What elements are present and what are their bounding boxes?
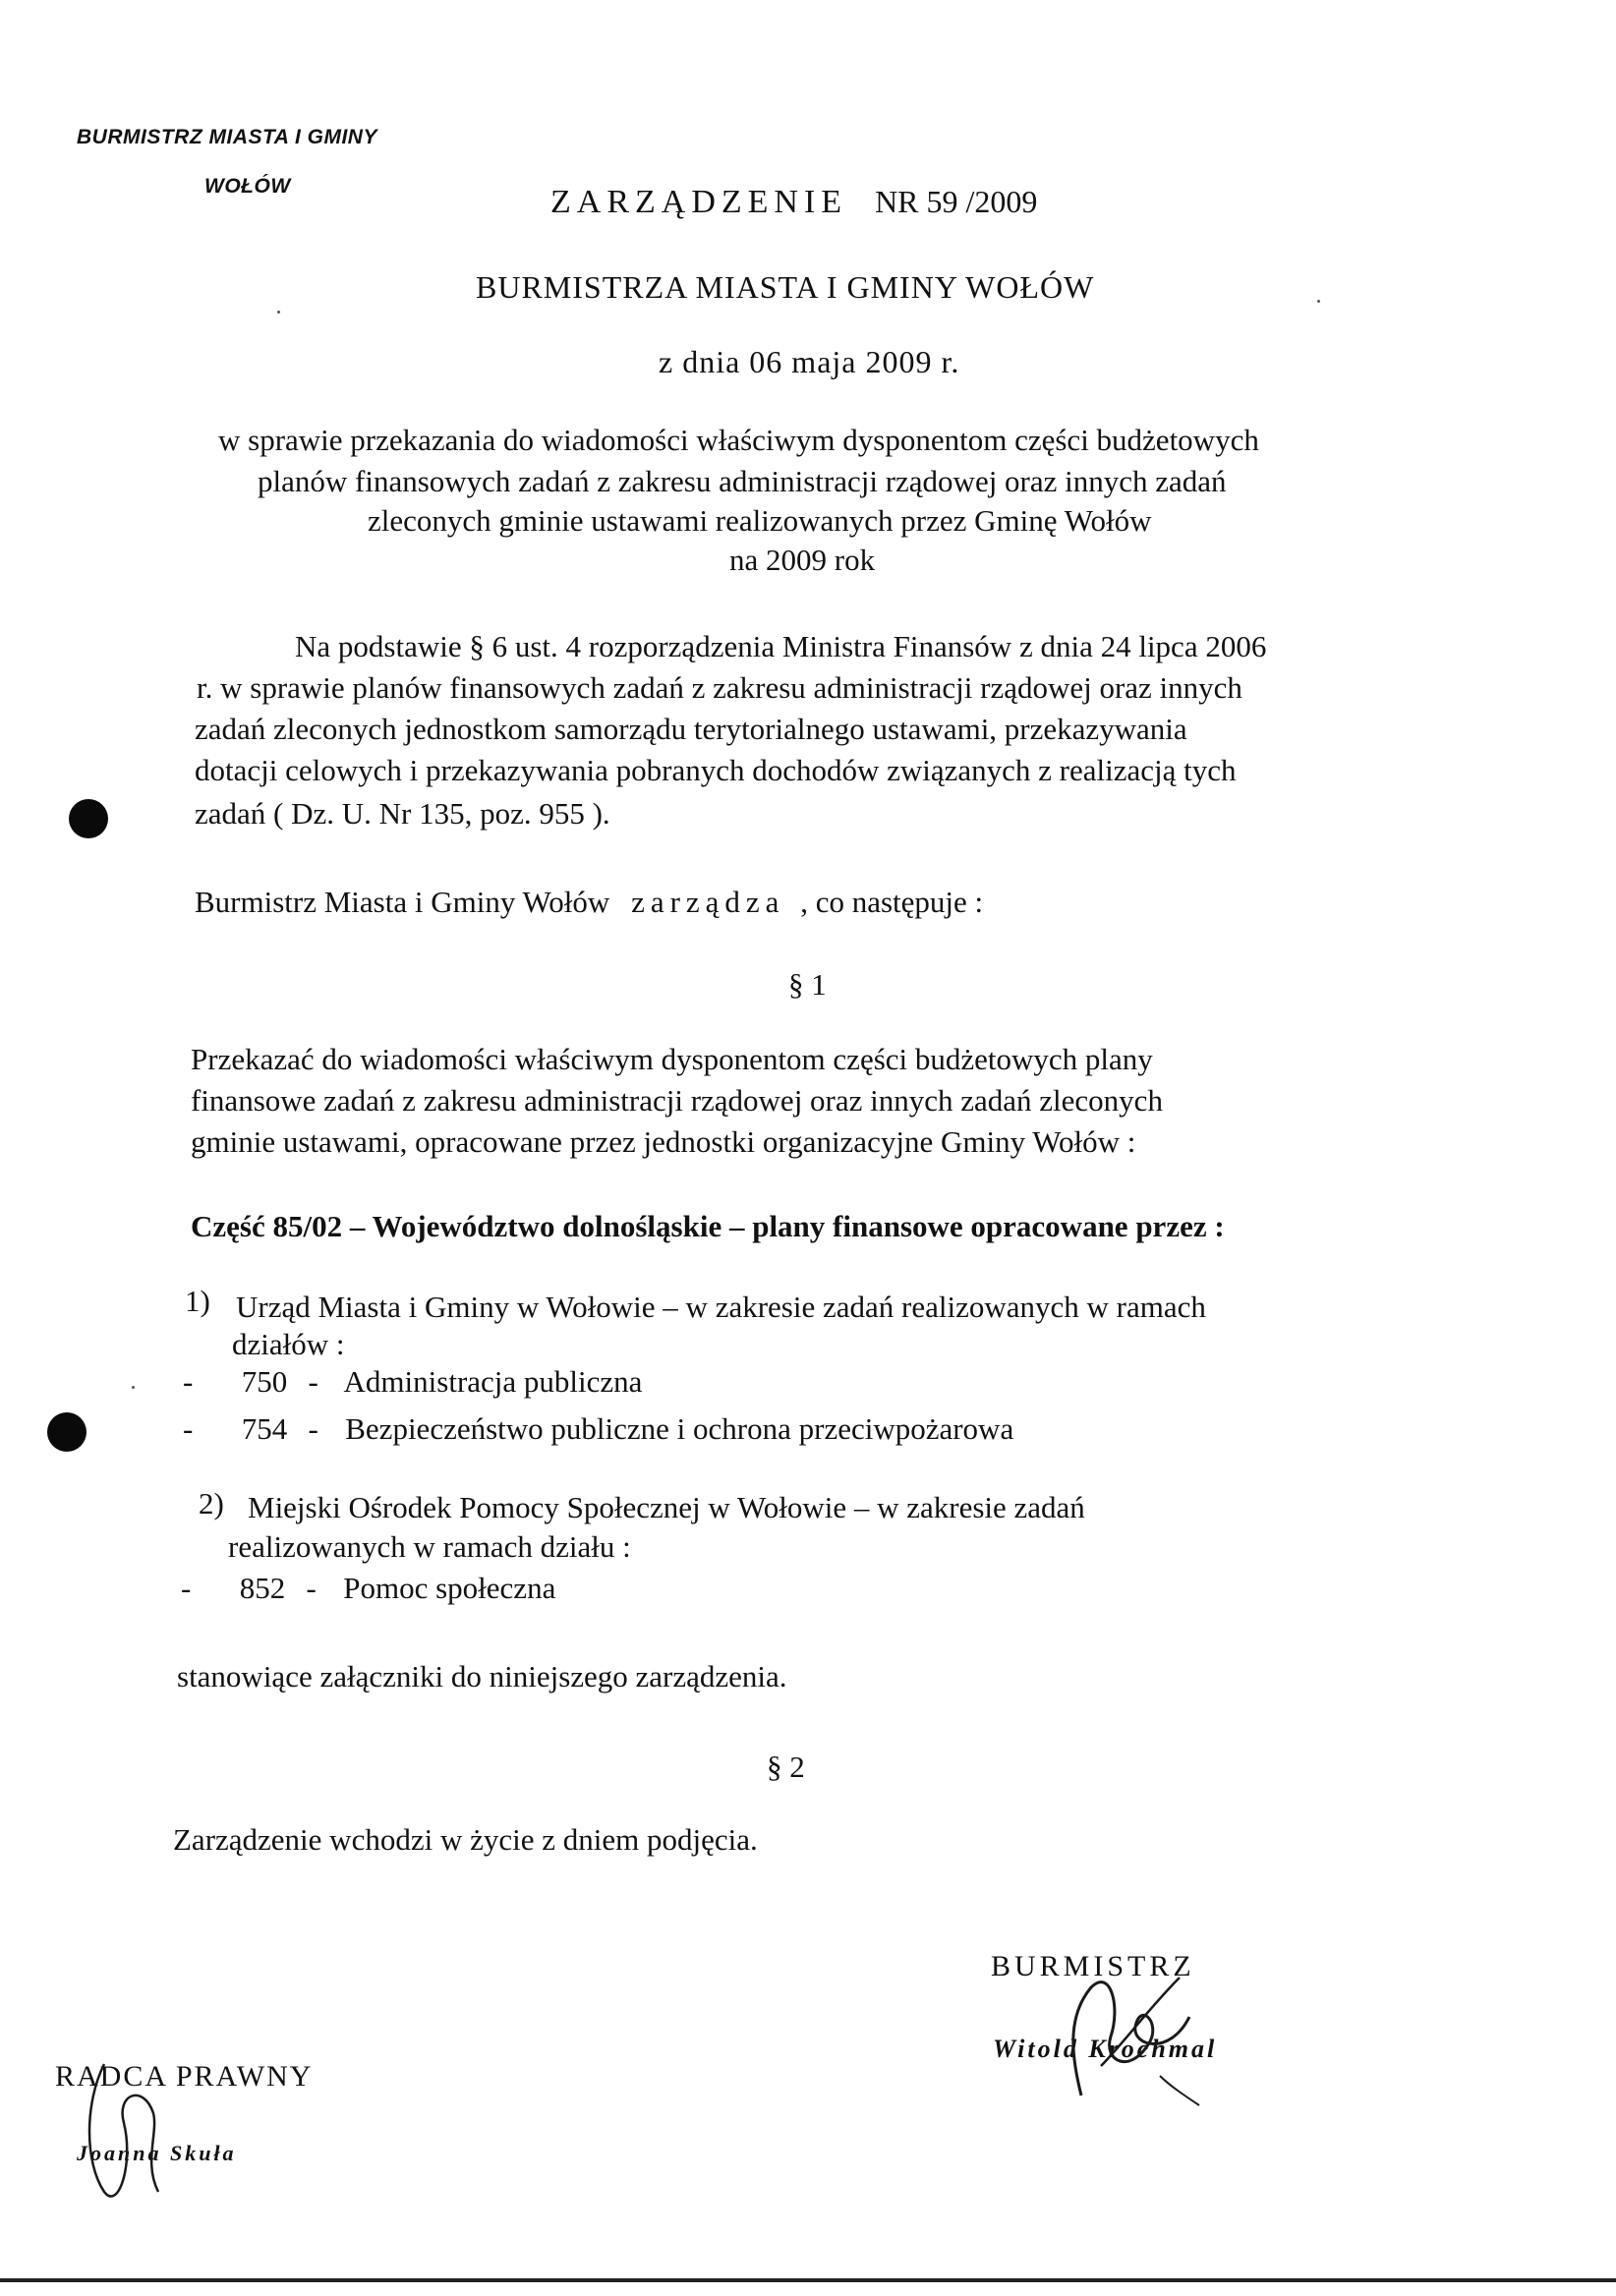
subject-line-4: na 2009 rok	[729, 543, 876, 577]
section-row-750	[183, 1364, 642, 1400]
punch-hole-bottom	[47, 1412, 87, 1452]
subject-line-3: zleconych gminie ustawami realizowanych przez Gminę Wołów	[368, 503, 1152, 538]
counsel-name: Joanna Skuła	[77, 2141, 237, 2165]
section-row-754	[183, 1411, 1013, 1447]
issuing-authority: BURMISTRZA MIASTA I GMINY WOŁÓW	[476, 269, 1095, 305]
stamp-line-2: WOŁÓW	[204, 175, 291, 198]
legal-basis-line-3: zadań zleconych jednostkom samorządu terytorialnego ustawami, przekazywania	[195, 712, 1187, 746]
subject-line-1: w sprawie przekazania do wiadomości właściwym dysponentom części budżetowych	[218, 423, 1259, 457]
stamp-line-1: BURMISTRZ MIASTA I GMINY	[77, 126, 377, 148]
mayor-stamp: BURMISTRZ	[991, 1950, 1195, 1982]
scan-speck	[277, 311, 280, 314]
section-code: 750	[241, 1364, 288, 1399]
decree-intro-suffix: , co następuje :	[800, 885, 984, 919]
decree-date: z dnia 06 maja 2009 r.	[659, 344, 960, 379]
scan-speck	[132, 1386, 135, 1389]
counsel-stamp: RADCA PRAWNY	[55, 2060, 314, 2093]
mayor-name: Witold Krochmal	[993, 2035, 1218, 2063]
item-1-number: 1)	[185, 1284, 210, 1318]
section-2-text: Zarządzenie wchodzi w życie z dniem podjęcia.	[173, 1822, 758, 1857]
document-title	[550, 184, 1037, 221]
row-separator: -	[306, 1571, 317, 1605]
section-name: Administracja publiczna	[343, 1364, 643, 1399]
title-word: ZARZĄDZENIE	[550, 184, 848, 220]
decree-intro-prefix: Burmistrz Miasta i Gminy Wołów	[195, 885, 610, 919]
row-dash: -	[181, 1571, 192, 1605]
section-2-heading: § 2	[767, 1750, 805, 1784]
row-dash: -	[183, 1364, 194, 1399]
mayor-signature	[1042, 1948, 1219, 2115]
item-1-line-1: Urząd Miasta i Gminy w Wołowie – w zakresie zadań realizowanych w ramach	[236, 1290, 1206, 1324]
decree-number: NR 59 /2009	[875, 184, 1038, 219]
decree-intro	[195, 883, 983, 922]
legal-basis-line-4: dotacji celowych i przekazywania pobranych dochodów związanych z realizacją tych	[195, 753, 1237, 787]
item-2-number: 2)	[199, 1486, 224, 1521]
item-2-line-1: Miejski Ośrodek Pomocy Społecznej w Wołowie – w zakresie zadań	[248, 1490, 1085, 1524]
decree-intro-verb: zarządza	[631, 885, 785, 919]
subject-line-2: planów finansowych zadań z zakresu administracji rządowej oraz innych zadań	[258, 464, 1227, 498]
legal-basis-line-1: Na podstawie § 6 ust. 4 rozporządzenia Ministra Finansów z dnia 24 lipca 2006	[295, 629, 1267, 663]
row-dash: -	[183, 1411, 194, 1446]
part-heading: Część 85/02 – Województwo dolnośląskie – plany finansowe opracowane przez :	[191, 1209, 1225, 1243]
section-1-heading: § 1	[788, 967, 827, 1002]
section-row-852	[181, 1571, 555, 1606]
scan-bottom-edge	[0, 2278, 1616, 2282]
section-1-line-3: gminie ustawami, opracowane przez jednostki organizacyjne Gminy Wołów :	[191, 1124, 1136, 1159]
legal-basis-line-5: zadań ( Dz. U. Nr 135, poz. 955 ).	[195, 796, 610, 831]
item-2-line-2: realizowanych w ramach działu :	[228, 1529, 631, 1564]
section-1-line-2: finansowe zadań z zakresu administracji rządowej oraz innych zadań zleconych	[191, 1083, 1163, 1118]
section-name: Bezpieczeństwo publiczne i ochrona przeciwpożarowa	[345, 1411, 1014, 1446]
item-1-line-2: działów :	[232, 1327, 345, 1361]
section-code: 852	[239, 1571, 286, 1605]
section-name: Pomoc społeczna	[343, 1571, 556, 1605]
section-code: 754	[241, 1411, 288, 1446]
legal-basis-line-2: r. w sprawie planów finansowych zadań z zakresu administracji rządowej oraz innych	[197, 670, 1242, 705]
row-separator: -	[308, 1411, 318, 1446]
section-1-closing: stanowiące załączniki do niniejszego zarządzenia.	[177, 1659, 787, 1693]
row-separator: -	[308, 1364, 318, 1399]
section-1-line-1: Przekazać do wiadomości właściwym dysponentom części budżetowych plany	[191, 1042, 1153, 1076]
scan-speck	[1317, 300, 1320, 303]
counsel-signature	[65, 2044, 183, 2211]
punch-hole-top	[69, 799, 108, 838]
